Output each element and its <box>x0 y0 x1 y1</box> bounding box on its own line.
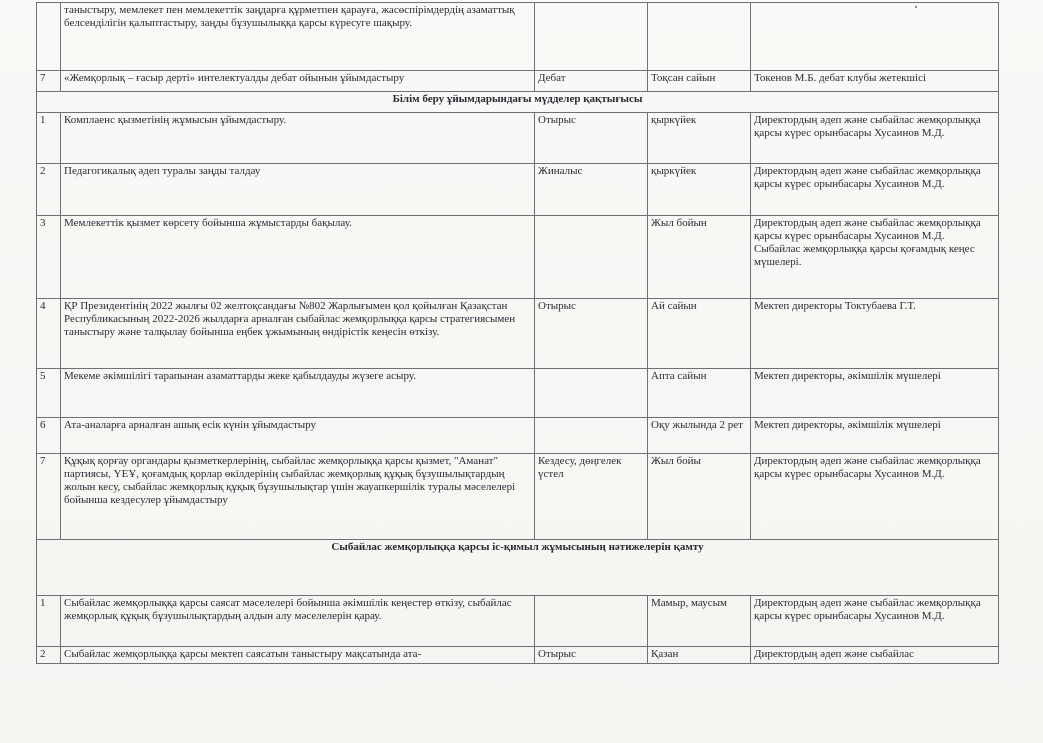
activity-cell: Мемлекеттік қызмет көрсету бойынша жұмыстарды бақылау. <box>61 216 535 299</box>
responsible-cell: Директордың әдеп және сыбайлас жемқорлыққа қарсы күрес орынбасары Хусаинов М.Д. <box>751 113 999 164</box>
form-cell <box>535 3 648 71</box>
row-number: 7 <box>37 454 61 540</box>
time-cell: Тоқсан сайын <box>648 71 751 92</box>
row-number: 1 <box>37 113 61 164</box>
activity-cell: «Жемқорлық – ғасыр дерті» интелектуалды дебат ойынын ұйымдастыру <box>61 71 535 92</box>
plan-table <box>36 2 999 664</box>
row-number: 5 <box>37 369 61 418</box>
time-cell: Оқу жылында 2 рет <box>648 418 751 454</box>
responsible-cell: Директордың әдеп және сыбайлас жемқорлыққа қарсы күрес орынбасары Хусаинов М.Д. <box>751 596 999 647</box>
responsible-line: Сыбайлас жемқорлыққа қарсы қоғамдық кеңес мүшелері. <box>754 243 975 268</box>
table-row <box>37 369 999 418</box>
row-number: 2 <box>37 647 61 664</box>
table-row <box>37 216 999 299</box>
form-cell <box>535 596 648 647</box>
table-row <box>37 454 999 540</box>
activity-cell: Сыбайлас жемқорлыққа қарсы мектеп саясатын таныстыру мақсатында ата- <box>61 647 535 664</box>
table-row <box>37 164 999 216</box>
form-cell <box>535 216 648 299</box>
activity-cell: Ата-аналарға арналған ашық есік күнін ұйымдастыру <box>61 418 535 454</box>
form-cell: Дебат <box>535 71 648 92</box>
time-cell: Жыл бойы <box>648 454 751 540</box>
table-row <box>37 647 999 664</box>
responsible-cell: Директордың әдеп және сыбайлас жемқорлыққа қарсы күрес орынбасары Хусаинов М.Д. <box>751 164 999 216</box>
row-number: 2 <box>37 164 61 216</box>
activity-cell: Педагогикалық әдеп туралы заңды талдау <box>61 164 535 216</box>
time-cell: қыркүйек <box>648 113 751 164</box>
row-number: 7 <box>37 71 61 92</box>
responsible-cell: Директордың әдеп және сыбайлас <box>751 647 999 664</box>
activity-cell: ҚР Президентінің 2022 жылғы 02 желтоқсандағы №802 Жарлығымен қол қойылған Қазақстан Республикасының 2022-2026 жылдарға арналған сыбайлас жемқорлыққа қарсы стратегиясымен таныстыру және талқылау бойынша еңбек ұжымының өндірістік кеңесін өткізу. <box>61 299 535 369</box>
responsible-cell: Мектеп директоры, әкімшілік мүшелері <box>751 418 999 454</box>
section-row <box>37 540 999 596</box>
form-cell: Жиналыс <box>535 164 648 216</box>
responsible-cell <box>751 216 999 299</box>
table-row <box>37 71 999 92</box>
table-row <box>37 418 999 454</box>
activity-cell: Сыбайлас жемқорлыққа қарсы саясат мәселелері бойынша әкімшілік кеңестер өткізу, сыбайлас жемқорлық құқық бұзушылықтардың алдын алу мәселелерін қарау. <box>61 596 535 647</box>
row-number: 6 <box>37 418 61 454</box>
activity-cell: таныстыру, мемлекет пен мемлекеттік заңдарға құрметпен қарауға, жасөспірімдердің азаматтық белсенділігін қалыптастыру, заңды бұзушылыққа қарсы күресуге шақыру. <box>61 3 535 71</box>
time-cell <box>648 3 751 71</box>
form-cell: Кездесу, дөңгелек үстел <box>535 454 648 540</box>
table-row <box>37 3 999 71</box>
row-number <box>37 3 61 71</box>
row-number: 4 <box>37 299 61 369</box>
responsible-cell: Мектеп директоры Токтубаева Г.Т. <box>751 299 999 369</box>
responsible-line: Директордың әдеп және сыбайлас жемқорлыққа қарсы күрес орынбасары Хусаинов М.Д. <box>754 217 981 242</box>
responsible-cell: Директордың әдеп және сыбайлас жемқорлыққа қарсы күрес орынбасары Хусаинов М.Д. <box>751 454 999 540</box>
responsible-cell: Мектеп директоры, әкімшілік мүшелері <box>751 369 999 418</box>
activity-cell: Құқық қорғау органдары қызметкерлерінің, сыбайлас жемқорлыққа қарсы қызмет, "Аманат" партиясы, ҮЕҰ, қоғамдық қорлар өкілдерінің сыбайлас жемқорлық құқық бұзушылықтардың жолын кесу, сыбайлас жемқорлық құқық бұзушылықтар үшін жауапкершілік туралы мәселелері бойынша кездесулер ұйымдастыру <box>61 454 535 540</box>
activity-cell: Мекеме әкімшілігі тарапынан азаматтарды жеке қабылдауды жүзеге асыру. <box>61 369 535 418</box>
form-cell: Отырыс <box>535 299 648 369</box>
row-number: 1 <box>37 596 61 647</box>
table-row <box>37 113 999 164</box>
form-cell: Отырыс <box>535 647 648 664</box>
section-heading: Білім беру ұйымдарындағы мүдделер қақтығысы <box>37 92 999 113</box>
responsible-cell: Токенов М.Б. дебат клубы жетекшісі <box>751 71 999 92</box>
section-heading: Сыбайлас жемқорлыққа қарсы іс-қимыл жұмысының нәтижелерін қамту <box>37 540 999 596</box>
table-row <box>37 596 999 647</box>
section-row <box>37 92 999 113</box>
time-cell: қыркүйек <box>648 164 751 216</box>
form-cell: Отырыс <box>535 113 648 164</box>
form-cell <box>535 369 648 418</box>
responsible-cell <box>751 3 999 71</box>
time-cell: Қазан <box>648 647 751 664</box>
time-cell: Мамыр, маусым <box>648 596 751 647</box>
form-cell <box>535 418 648 454</box>
time-cell: Жыл бойын <box>648 216 751 299</box>
time-cell: Апта сайын <box>648 369 751 418</box>
time-cell: Ай сайын <box>648 299 751 369</box>
activity-cell: Комплаенс қызметінің жұмысын ұйымдастыру. <box>61 113 535 164</box>
row-number: 3 <box>37 216 61 299</box>
table-row <box>37 299 999 369</box>
